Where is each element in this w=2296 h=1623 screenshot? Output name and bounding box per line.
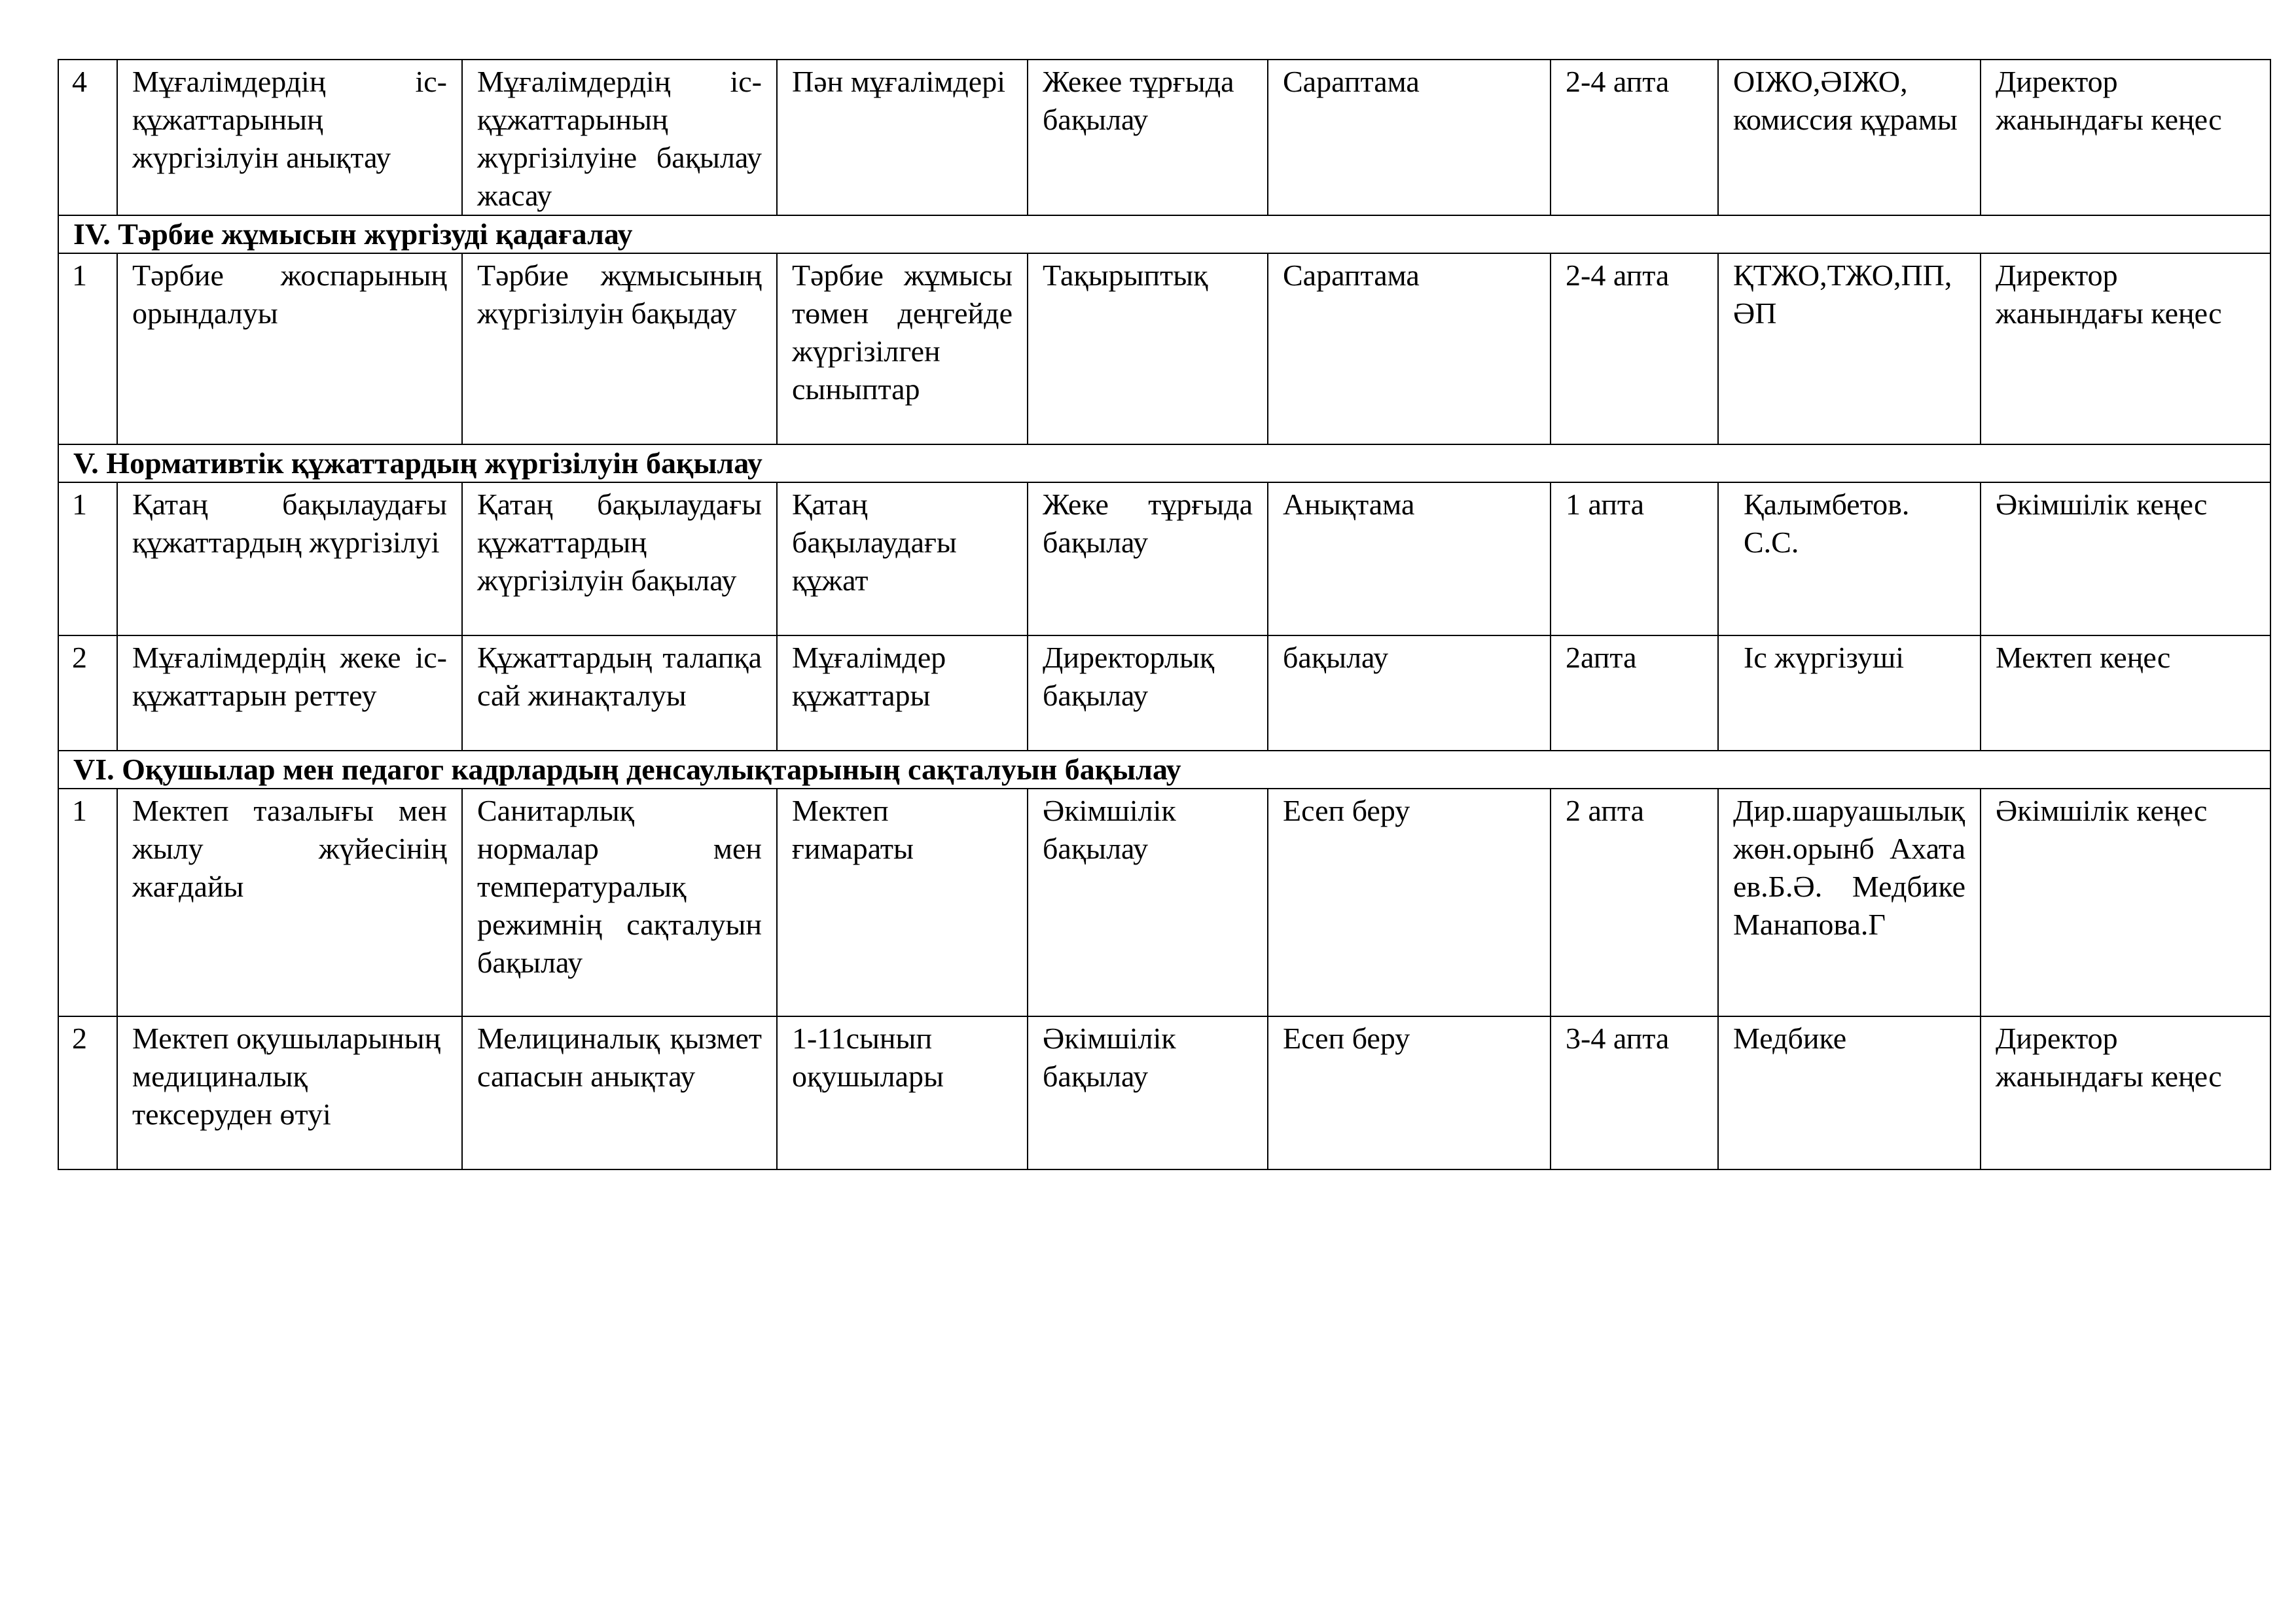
control-content-cell: Мұғалімдердің жеке іс-құжаттарын реттеу bbox=[117, 635, 462, 751]
section-heading-row bbox=[58, 215, 2270, 253]
control-method-cell: Сараптама bbox=[1268, 253, 1551, 444]
control-object-cell: 1-11сынып оқушылары bbox=[777, 1016, 1028, 1169]
row-number: 2 bbox=[58, 635, 117, 751]
control-time-cell: 2-4 апта bbox=[1551, 253, 1718, 444]
section-title: VI. Оқушылар мен педагог кадрлардың денсаулықтарының сақталуын бақылау bbox=[58, 751, 2270, 789]
control-object-cell: Мұғалімдер құжаттары bbox=[777, 635, 1028, 751]
row-number: 4 bbox=[58, 60, 117, 215]
result-cell: Директор жанындағы кеңес bbox=[1981, 60, 2270, 215]
table-row bbox=[58, 789, 2270, 1016]
control-goal-cell: Мұғалімдердің іс-құжаттарының жүргізілуіне бақылау жасау bbox=[462, 60, 777, 215]
result-cell: Директор жанындағы кеңес bbox=[1981, 1016, 2270, 1169]
control-method-cell: Есеп беру bbox=[1268, 1016, 1551, 1169]
control-plan-table bbox=[58, 59, 2271, 1170]
control-method-cell: Есеп беру bbox=[1268, 789, 1551, 1016]
row-number: 1 bbox=[58, 482, 117, 635]
control-goal-cell: Қатаң бақылаудағы құжаттардың жүргізілуін бақылау bbox=[462, 482, 777, 635]
responsible-cell: Қалымбетов. С.С. bbox=[1718, 482, 1981, 635]
section-heading-row bbox=[58, 751, 2270, 789]
row-number: 1 bbox=[58, 253, 117, 444]
row-number: 2 bbox=[58, 1016, 117, 1169]
result-cell: Әкімшілік кеңес bbox=[1981, 789, 2270, 1016]
control-time-cell: 1 апта bbox=[1551, 482, 1718, 635]
control-content-cell: Мектеп тазалығы мен жылу жүйесінің жағдайы bbox=[117, 789, 462, 1016]
control-type-cell: Тақырыптық bbox=[1028, 253, 1268, 444]
control-goal-cell: Тәрбие жұмысының жүргізілуін бақыдау bbox=[462, 253, 777, 444]
control-goal-cell: Құжаттардың талапқа сай жинақталуы bbox=[462, 635, 777, 751]
control-content-cell: Қатаң бақылаудағы құжаттардың жүргізілуі bbox=[117, 482, 462, 635]
control-time-cell: 2 апта bbox=[1551, 789, 1718, 1016]
responsible-cell: Дир.шаруашылық жөн.орынб Ахатаев.Б.Ә. Медбике Манапова.Г bbox=[1718, 789, 1981, 1016]
control-time-cell: 2апта bbox=[1551, 635, 1718, 751]
control-object-cell: Мектеп ғимараты bbox=[777, 789, 1028, 1016]
control-type-cell: Әкімшілік бақылау bbox=[1028, 1016, 1268, 1169]
control-object-cell: Тәрбие жұмысы төмен деңгейде жүргізілген сыныптар bbox=[777, 253, 1028, 444]
result-cell: Мектеп кеңес bbox=[1981, 635, 2270, 751]
control-goal-cell: Мелициналық қызмет сапасын анықтау bbox=[462, 1016, 777, 1169]
control-content-cell: Мұғалімдердің іс-құжаттарының жүргізілуін анықтау bbox=[117, 60, 462, 215]
control-time-cell: 2-4 апта bbox=[1551, 60, 1718, 215]
control-type-cell: Жекее тұрғыда бақылау bbox=[1028, 60, 1268, 215]
responsible-cell: Медбике bbox=[1718, 1016, 1981, 1169]
control-object-cell: Қатаң бақылаудағы құжат bbox=[777, 482, 1028, 635]
responsible-cell: Іс жүргізуші bbox=[1718, 635, 1981, 751]
table-row bbox=[58, 635, 2270, 751]
control-type-cell: Директорлық бақылау bbox=[1028, 635, 1268, 751]
table-row bbox=[58, 482, 2270, 635]
control-type-cell: Жеке тұрғыда бақылау bbox=[1028, 482, 1268, 635]
control-type-cell: Әкімшілік бақылау bbox=[1028, 789, 1268, 1016]
result-cell: Директор жанындағы кеңес bbox=[1981, 253, 2270, 444]
table-row bbox=[58, 60, 2270, 215]
responsible-cell: ҚТЖО,ТЖО,ПП,ӘП bbox=[1718, 253, 1981, 444]
control-method-cell: Сараптама bbox=[1268, 60, 1551, 215]
section-title: IV. Тәрбие жұмысын жүргізуді қадағалау bbox=[58, 215, 2270, 253]
control-method-cell: Анықтама bbox=[1268, 482, 1551, 635]
responsible-cell: ОІЖО,ӘІЖО, комиссия құрамы bbox=[1718, 60, 1981, 215]
control-time-cell: 3-4 апта bbox=[1551, 1016, 1718, 1169]
control-content-cell: Тәрбие жоспарының орындалуы bbox=[117, 253, 462, 444]
control-object-cell: Пән мұғалімдері bbox=[777, 60, 1028, 215]
section-title: V. Нормативтік құжаттардың жүргізілуін бақылау bbox=[58, 444, 2270, 482]
control-method-cell: бақылау bbox=[1268, 635, 1551, 751]
control-content-cell: Мектеп оқушыларының медициналық тексеруден өтуі bbox=[117, 1016, 462, 1169]
control-goal-cell: Санитарлық нормалар мен температуралық режимнің сақталуын бақылау bbox=[462, 789, 777, 1016]
table-row bbox=[58, 253, 2270, 444]
section-heading-row bbox=[58, 444, 2270, 482]
table-row bbox=[58, 1016, 2270, 1169]
row-number: 1 bbox=[58, 789, 117, 1016]
result-cell: Әкімшілік кеңес bbox=[1981, 482, 2270, 635]
